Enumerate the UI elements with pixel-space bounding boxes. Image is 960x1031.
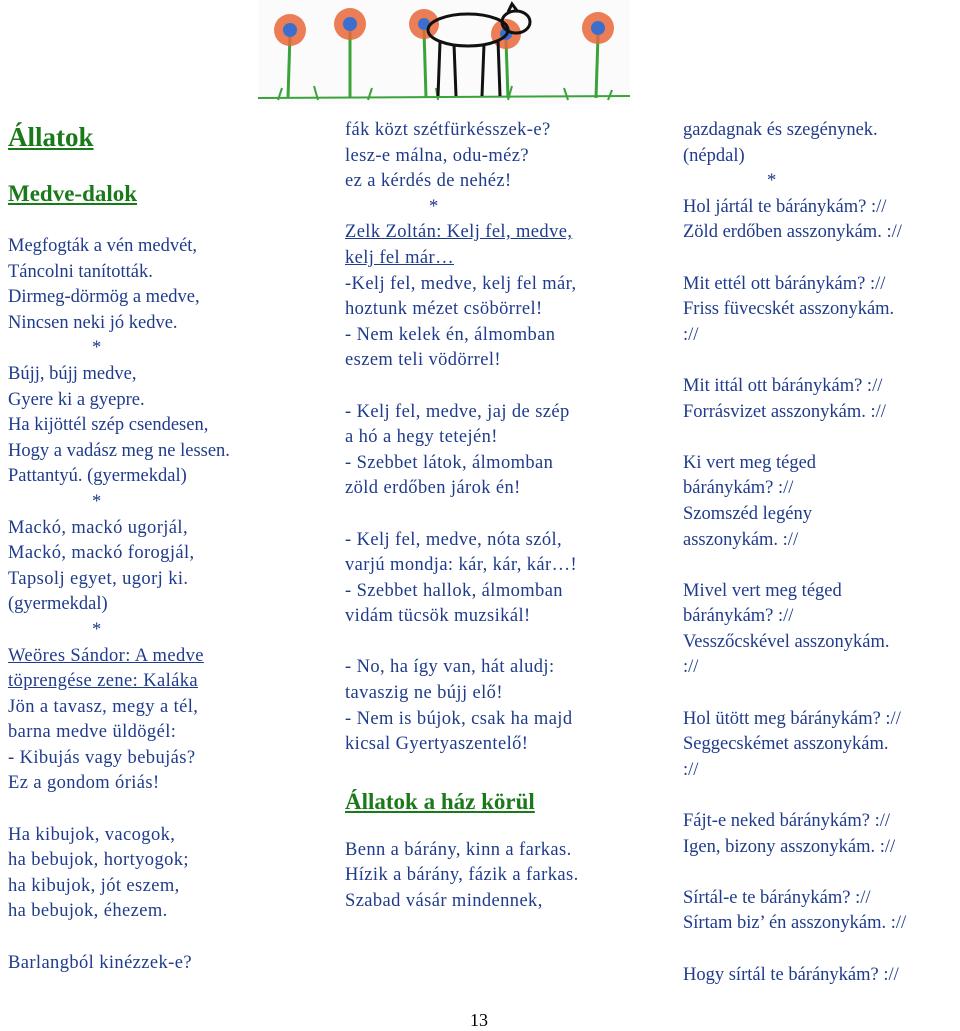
poem-line: Fájt-e neked báránykám? :// [683, 811, 891, 832]
poem-line: tavaszig ne bújj elő! [345, 683, 503, 704]
section-title-medve-dalok: Medve-dalok [8, 181, 138, 206]
poem-line: ez a kérdés de nehéz! [345, 171, 512, 192]
poem-line: - Kelj fel, medve, nóta szól, [345, 529, 563, 550]
poem-title-line: töprengése zene: Kaláka [8, 671, 198, 692]
poem-line: Zöld erdőben asszonykám. :// [683, 222, 902, 243]
poem-line: :// [683, 759, 699, 780]
poem-line: Jön a tavasz, megy a tél, [8, 696, 199, 717]
poem-line: - Kelj fel, medve, jaj de szép [345, 401, 570, 422]
poem-line: Megfogták a vén medvét, [8, 236, 198, 256]
page-number: 13 [470, 1010, 488, 1030]
stanza-gap [683, 246, 958, 272]
poem-line: -Kelj fel, medve, kelj fel már, [345, 273, 577, 294]
poem-line: barna medve üldögél: [8, 722, 177, 743]
poem-line: zöld erdőben járok én! [345, 478, 521, 499]
poem-line: fák közt szétfürkésszek-e? [345, 120, 551, 140]
poem-line: - Kibujás vagy bebujás? [8, 747, 196, 768]
stanza-gap [345, 374, 655, 400]
stanza-gap [683, 681, 958, 707]
poem-line: Táncolni tanították. [8, 261, 153, 282]
poem-line: Vesszőcskével asszonykám. [683, 631, 890, 652]
poem-line: Benn a bárány, kinn a farkas. [345, 839, 572, 860]
page-title: Állatok [8, 122, 94, 152]
poem-line: Ha kijöttél szép csendesen, [8, 415, 209, 436]
stanza-gap [8, 797, 320, 823]
poem-line: Bújj, bújj medve, [8, 363, 137, 384]
poem-line: asszonykám. :// [683, 529, 799, 550]
poem-line: - Nem is bújok, csak ha majd [345, 708, 573, 729]
poem-line: Hogy a vadász meg ne lessen. [8, 440, 230, 461]
stanza-gap [683, 425, 958, 451]
poem-line: Szabad vásár mindennek, [345, 891, 543, 912]
poem-line: (népdal) [683, 145, 745, 166]
column-3 [683, 118, 958, 988]
column-2 [345, 118, 655, 915]
poem-line: hoztunk mézet csöbörrel! [345, 299, 543, 320]
poem-line: Dirmeg-dörmög a medve, [8, 287, 200, 308]
poem-title-line: kelj fel már… [345, 247, 454, 268]
poem-line: Tapsolj egyet, ugorj ki. [8, 568, 189, 589]
stanza-gap [683, 937, 958, 963]
poem-line: Friss füvecskét asszonykám. [683, 299, 895, 320]
poem-line: :// [683, 657, 699, 678]
header-illustration [258, 0, 630, 104]
poem-line: vidám tücsök muzsikál! [345, 606, 531, 627]
poem-title-line: Weöres Sándor: A medve [8, 645, 204, 666]
poem-line: gazdagnak és szegénynek. [683, 120, 878, 140]
poem-line: lesz-e málna, odu-méz? [345, 145, 529, 166]
stanza-gap [683, 553, 958, 579]
separator-asterisk: * [429, 196, 439, 217]
poem-lines-column-1 [8, 234, 320, 976]
poem-line: ha bebujok, éhezem. [8, 901, 168, 922]
poem-line: varjú mondja: kár, kár, kár…! [345, 555, 578, 576]
poem-line: Seggecskémet asszonykám. [683, 734, 889, 755]
poem-line: a hó a hegy tetején! [345, 427, 498, 448]
poem-line: Sírtál-e te báránykám? :// [683, 887, 871, 908]
separator-asterisk: * [92, 338, 102, 359]
poem-line: - Szebbet hallok, álmomban [345, 580, 563, 601]
poem-line: ha bebujok, hortyogok; [8, 850, 189, 871]
separator-asterisk: * [92, 491, 102, 512]
poem-line: Mit ettél ott báránykám? :// [683, 273, 886, 294]
poem-line: - Nem kelek én, álmomban [345, 324, 556, 345]
poem-line: eszem teli vödörrel! [345, 350, 501, 371]
poem-line: báránykám? :// [683, 478, 794, 499]
poem-line: Ha kibujok, vacogok, [8, 824, 176, 845]
poem-line: kicsal Gyertyaszentelő! [345, 734, 529, 755]
poem-line: Szomszéd legény [683, 503, 812, 524]
column-1 [8, 112, 320, 976]
poem-line: Igen, bizony asszonykám. :// [683, 836, 896, 857]
poem-line: Ki vert meg téged [683, 452, 817, 473]
poem-line: báránykám? :// [683, 606, 794, 627]
stanza-gap [345, 630, 655, 656]
poem-line: (gyermekdal) [8, 594, 108, 615]
poem-line: Mivel vert meg téged [683, 580, 842, 601]
poem-line: Gyere ki a gyepre. [8, 389, 145, 410]
poem-line: Forrásvizet asszonykám. :// [683, 401, 886, 422]
section-title-allatok-a-haz-korul: Állatok a ház körül [345, 788, 535, 814]
poem-line: Hol jártál te báránykám? :// [683, 196, 887, 217]
poem-line: Pattantyú. (gyermekdal) [8, 466, 187, 487]
poem-line: Mackó, mackó ugorjál, [8, 517, 188, 538]
stanza-gap [683, 783, 958, 809]
poem-line: Ez a gondom óriás! [8, 773, 160, 794]
poem-line: Mackó, mackó forogjál, [8, 543, 195, 564]
poem-line: Hízik a bárány, fázik a farkas. [345, 865, 579, 886]
stanza-gap [345, 502, 655, 528]
poem-title-line: Zelk Zoltán: Kelj fel, medve, [345, 222, 573, 243]
stanza-gap [683, 860, 958, 886]
flowers-and-animal-drawing [258, 0, 630, 104]
stanza-gap [683, 348, 958, 374]
separator-asterisk: * [92, 619, 102, 640]
poem-line: Sírtam biz’ én asszonykám. :// [683, 913, 907, 934]
poem-line: ha kibujok, jót eszem, [8, 875, 180, 896]
poem-line: Hogy sírtál te báránykám? :// [683, 964, 899, 985]
poem-line: Barlangból kinézzek-e? [8, 952, 192, 973]
poem-line: Nincsen neki jó kedve. [8, 312, 178, 333]
stanza-gap [8, 925, 320, 951]
poem-line: - No, ha így van, hát aludj: [345, 657, 555, 678]
poem-line: Hol ütött meg báránykám? :// [683, 708, 901, 729]
poem-line: - Szebbet látok, álmomban [345, 452, 554, 473]
poem-line: :// [683, 324, 699, 345]
separator-asterisk: * [767, 171, 777, 192]
poem-line: Mit ittál ott báránykám? :// [683, 375, 883, 396]
